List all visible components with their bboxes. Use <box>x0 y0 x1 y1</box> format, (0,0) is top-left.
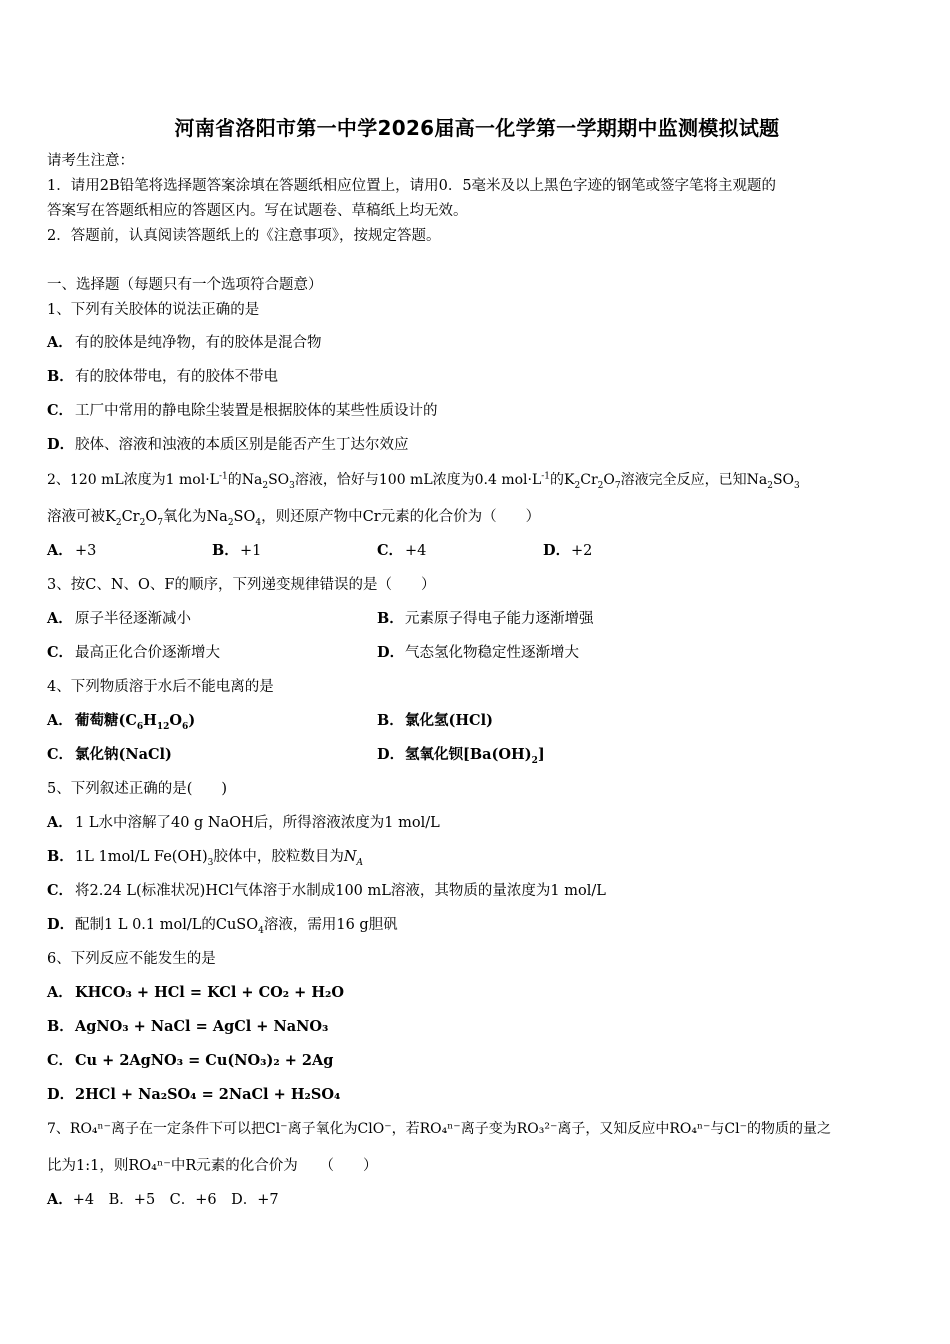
q2-stem-line2: 溶液可被$K_2Cr_2O_7$氧化为$Na_2SO_4$，则还原产物中Cr元素的化合价为（ ） <box>47 509 541 528</box>
q7-stem-line2: 比为1:1，则RO₄ⁿ⁻中R元素的化合价为 （ ） <box>47 1158 378 1174</box>
q2-option-b: B．+1 <box>212 542 262 559</box>
q4-stem: 4、下列物质溶于水后不能电离的是 <box>47 679 274 695</box>
q1-option-c: C． 工厂中常用的静电除尘装置是根据胶体的某些性质设计的 <box>47 402 438 419</box>
q5-option-d: D．配制1 L 0.1 mol/L的CuSO$_4$溶液，需用16 g胆矾 <box>47 916 398 936</box>
q1-option-a: A． 有的胶体是纯净物，有的胶体是混合物 <box>47 334 322 351</box>
q2-option-a: A． +3 <box>47 542 97 559</box>
q6-stem: 6、下列反应不能发生的是 <box>47 951 216 967</box>
q6-option-a: A． KHCO₃ + HCl = KCl + CO₂ + H₂O <box>47 984 345 1001</box>
q7-stem-line1: 7、RO₄ⁿ⁻离子在一定条件下可以把Cl⁻离子氧化为ClO⁻，若RO₄ⁿ⁻离子变为RO₃²⁻离子，又知反应中RO₄ⁿ⁻与Cl⁻的物质的量之 <box>47 1121 831 1137</box>
q4-option-b: B．氯化氢(HCl) <box>377 712 493 729</box>
q7-options: A．+4 B．+5 C．+6 D．+7 <box>47 1191 279 1208</box>
q6-option-d: D．2HCl + Na₂SO₄ = 2NaCl + H₂SO₄ <box>47 1086 341 1103</box>
q2-option-d: D．+2 <box>543 542 593 559</box>
q5-option-c: C． 将2.24 L(标准状况)HCl气体溶于水制成100 mL溶液，其物质的量浓度为1 mol/L <box>47 882 606 899</box>
q3-option-a: A． 原子半径逐渐减小 <box>47 610 191 627</box>
q6-option-b: B．AgNO₃ + NaCl = AgCl + NaNO₃ <box>47 1018 329 1035</box>
notice-item-1a: 1．请用2B铅笔将选择题答案涂填在答题纸相应位置上，请用0．5毫米及以上黑色字迹的钢笔或签字笔将主观题的 <box>47 178 777 194</box>
q3-option-c: C． 最高正化合价逐渐增大 <box>47 644 220 661</box>
q6-option-c: C． Cu + 2AgNO₃ = Cu(NO₃)₂ + 2Ag <box>47 1052 334 1069</box>
notice-item-1b: 答案写在答题纸相应的答题区内。写在试题卷、草稿纸上均无效。 <box>47 203 468 219</box>
q2-stem-line1: 2、120 mL浓度为1 $mol\cdot L^{-1}$的$Na_2SO_3$溶液，恰好与100 mL浓度为0.4 $mol\cdot L^{-1}$的$K_2Cr_2O_7$溶液完全反应，已知$Na_2SO_3$ <box>47 471 800 491</box>
section-heading: 一、选择题（每题只有一个选项符合题意） <box>47 277 323 293</box>
page-title: 河南省洛阳市第一中学2026届高一化学第一学期期中监测模拟试题 <box>174 116 780 140</box>
q5-stem: 5、下列叙述正确的是( ) <box>47 781 228 797</box>
q1-stem: 1、下列有关胶体的说法正确的是 <box>47 302 260 318</box>
q1-option-b: B．有的胶体带电，有的胶体不带电 <box>47 368 278 385</box>
notice-item-2: 2．答题前，认真阅读答题纸上的《注意事项》，按规定答题。 <box>47 228 441 244</box>
q3-option-b: B．元素原子得电子能力逐渐增强 <box>377 610 594 627</box>
q3-stem: 3、按C、N、O、F的顺序，下列递变规律错误的是（ ） <box>47 577 436 593</box>
q5-option-a: A． 1 L水中溶解了40 g NaOH后，所得溶液浓度为1 mol/L <box>47 814 440 831</box>
q4-option-c: C． 氯化钠(NaCl) <box>47 746 172 763</box>
q1-option-d: D．胶体、溶液和浊液的本质区别是能否产生丁达尔效应 <box>47 436 409 453</box>
q2-option-c: C． +4 <box>377 542 427 559</box>
q4-option-d: D．氢氧化钡$[Ba(OH)_2]$ <box>377 746 545 766</box>
q5-option-b: B．1L 1mol/L $Fe(OH)_3$胶体中，胶粒数目为$N_A$ <box>47 848 364 868</box>
q3-option-d: D．气态氢化物稳定性逐渐增大 <box>377 644 579 661</box>
notice-heading: 请考生注意： <box>47 153 134 169</box>
q4-option-a: A． 葡萄糖$(C_6H_{12}O_6)$ <box>47 712 196 732</box>
